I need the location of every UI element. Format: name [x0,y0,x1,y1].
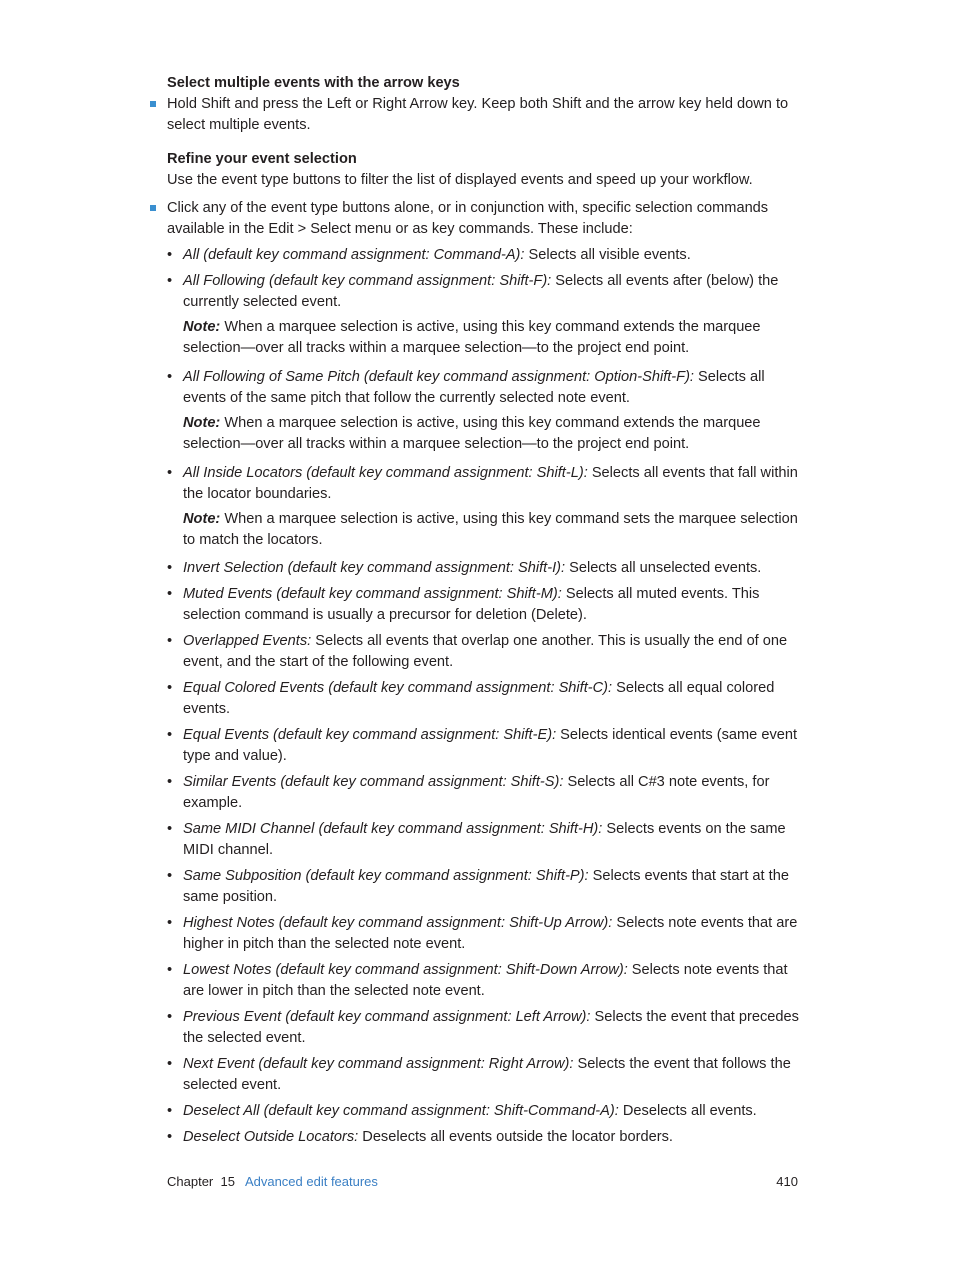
note-label: Note: [183,415,221,431]
list-item [167,463,807,505]
bullet-icon: • [167,1009,173,1025]
command-desc: Selects events on the same MIDI channel. [183,821,786,858]
bullet-icon: • [167,962,173,978]
bullet-icon: • [167,915,173,931]
list-item [167,819,807,861]
command-desc: Selects the event that follows the selected event. [183,1056,791,1093]
command-list [167,245,807,1148]
command-desc: Selects all muted events. This selection command is usually a precursor for deletion (Delete). [183,586,760,623]
command-desc: Selects the event that precedes the selected event. [183,1009,799,1046]
page-content [167,73,807,1148]
command-desc: Selects events that start at the same position. [183,868,789,905]
list-item [167,913,807,955]
bullet-icon: • [167,1129,173,1145]
command-desc: Selects all events of the same pitch that follow the currently selected note event. [183,369,765,406]
note [167,413,807,455]
command-desc: Selects all C#3 note events, for example. [183,774,770,811]
list-item [167,94,807,136]
command-term: Highest Notes (default key command assignment: Shift-Up Arrow): [183,915,613,931]
list-item [167,1054,807,1096]
note-label: Note: [183,319,221,335]
list-item [167,725,807,767]
list-item [167,1007,807,1049]
bullet-icon: • [167,465,173,481]
bullet-icon: • [167,273,173,289]
bullet-icon: • [167,1056,173,1072]
section-heading-arrow-keys: Select multiple events with the arrow keys [167,75,460,91]
bullet-icon: • [167,680,173,696]
list-item-text: Click any of the event type buttons alone, or in conjunction with, specific selection commands available in the Edit > Select menu or as key commands. These include: [167,200,769,237]
list-item [167,558,807,579]
list-item [167,271,807,313]
chapter-link[interactable]: Advanced edit features [244,1174,378,1189]
command-desc: Selects all events that fall within the locator boundaries. [183,465,798,502]
command-term: Equal Events (default key command assignment: Shift-E): [183,727,557,743]
command-desc: Selects all unselected events. [565,560,762,576]
command-term: Same MIDI Channel (default key command assignment: Shift-H): [183,821,603,837]
command-term: Muted Events (default key command assignment: Shift-M): [183,586,562,602]
square-bullet-icon [150,205,156,211]
list-item [167,1127,807,1148]
note-label: Note: [183,511,221,527]
list-item [167,960,807,1002]
command-term: All Following (default key command assignment: Shift-F): [183,273,552,289]
list-item [167,866,807,908]
list-item-text: Hold Shift and press the Left or Right Arrow key. Keep both Shift and the arrow key held down to select multiple events. [167,96,789,133]
list-item [167,245,807,266]
command-desc: Selects all visible events. [524,247,691,263]
command-term: Previous Event (default key command assignment: Left Arrow): [183,1009,591,1025]
square-bullet-icon [150,101,156,107]
command-term: Same Subposition (default key command assignment: Shift-P): [183,868,589,884]
command-term: Overlapped Events: [183,633,312,649]
command-desc: Selects identical events (same event type and value). [183,727,798,764]
bullet-icon: • [167,1103,173,1119]
list-item [167,367,807,409]
list-item [167,772,807,814]
command-term: All Following of Same Pitch (default key command assignment: Option-Shift-F): [183,369,694,385]
bullet-icon: • [167,727,173,743]
bullet-icon: • [167,633,173,649]
page-footer [167,1173,798,1191]
command-desc: Deselects all events outside the locator borders. [358,1129,673,1145]
bullet-icon: • [167,560,173,576]
section-heading-refine: Refine your event selection [167,151,357,167]
list-item [167,631,807,673]
page-number: 410 [776,1174,798,1189]
bullet-icon: • [167,586,173,602]
bullet-icon: • [167,369,173,385]
command-desc: Deselects all events. [618,1103,757,1119]
bullet-icon: • [167,247,173,263]
command-desc: Selects all events that overlap one another. This is usually the end of one event, and the start of the following event. [183,633,788,670]
bullet-icon: • [167,868,173,884]
command-term: All Inside Locators (default key command assignment: Shift-L): [183,465,588,481]
list-item [167,678,807,720]
command-desc: Selects all events after (below) the currently selected event. [183,273,779,310]
command-term: Equal Colored Events (default key command assignment: Shift-C): [183,680,613,696]
command-term: Next Event (default key command assignment: Right Arrow): [183,1056,574,1072]
note-text: When a marquee selection is active, using this key command extends the marquee selection—over all tracks within a marquee selection—to the project end point. [183,319,761,356]
note [167,317,807,359]
command-term: Lowest Notes (default key command assignment: Shift-Down Arrow): [183,962,628,978]
command-term: Deselect All (default key command assignment: Shift-Command-A): [183,1103,619,1119]
section-intro: Use the event type buttons to filter the list of displayed events and speed up your workflow. [167,172,753,188]
command-desc: Selects note events that are lower in pitch than the selected note event. [183,962,788,999]
note-text: When a marquee selection is active, using this key command extends the marquee selection—over all tracks within a marquee selection—to the project end point. [183,415,761,452]
command-term: Invert Selection (default key command assignment: Shift-I): [183,560,566,576]
list-item [167,584,807,626]
note-text: When a marquee selection is active, using this key command sets the marquee selection to match the locators. [183,511,798,548]
bullet-icon: • [167,774,173,790]
list-item [167,1101,807,1122]
list-item [167,198,807,240]
bullet-icon: • [167,821,173,837]
command-term: All (default key command assignment: Command-A): [183,247,525,263]
command-term: Deselect Outside Locators: [183,1129,359,1145]
note [167,509,807,551]
command-term: Similar Events (default key command assignment: Shift-S): [183,774,564,790]
command-desc: Selects all equal colored events. [183,680,775,717]
command-desc: Selects note events that are higher in pitch than the selected note event. [183,915,798,952]
chapter-label: Chapter 15 [167,1174,235,1189]
